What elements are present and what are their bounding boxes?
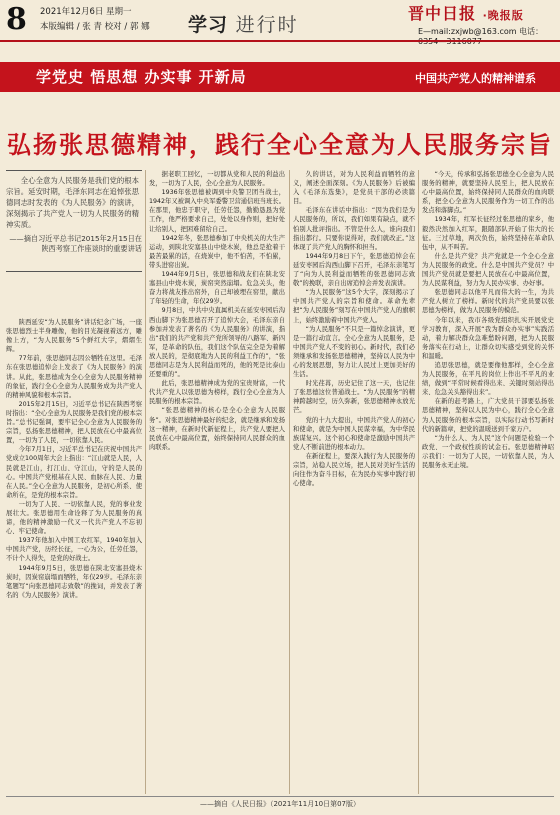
- banner-slogan: 学党史 悟思想 办实事 开新局: [36, 68, 247, 86]
- paragraph: 1944年9月8日下午，张思德追悼会在延安枣园后沟西山脚下召开，毛泽东亲笔写了“向为人民利益而牺牲的张思德同志致敬”的挽联，亲自出席追悼会并发表演讲。: [293, 252, 415, 288]
- paragraph: 1936年张思德被调到中央警卫团当战士，1942年又被调入中央军委警卫营通信班当班长。在那里，他忠于职守，任劳任怨，勤勤恳恳为党工作，他严格要求自己，处处以身作则，把好处让给别人，把困难留给自己。: [149, 189, 285, 233]
- page-footer: [0, 796, 560, 814]
- paragraph: “今天，传承和弘扬张思德全心全意为人民服务的精神，就要坚持人民至上，把人民放在心中最高位置，始终保持同人民群众的血肉联系，把全心全意为人民服务作为一切工作的出发点和落脚点。”: [422, 171, 554, 215]
- issue-date: 2021年12月6日 星期一: [40, 7, 132, 17]
- paragraph: 追思张思德，就是要像他那样，全心全意为人民服务，在平凡的岗位上作出不平凡的业绩，做到“平常时候看得出来、关键时刻站得出来、危急关头豁得出来”。: [422, 361, 554, 397]
- column-divider: [289, 170, 290, 794]
- article-column-4: [422, 170, 554, 794]
- article-column-2: [149, 170, 285, 794]
- column-divider: [145, 170, 146, 794]
- lead-quote: 全心全意为人民服务是我们党的根本宗旨。延安时期，毛泽东同志在追悼张思德同志时发表的《为人民服务》的演讲，深刻揭示了共产党人一切为人民服务的精神实质。: [6, 176, 140, 229]
- paragraph: 久的讲话，对为人民利益而牺牲的意义，阐述全面深刻。《为人民服务》后被编入《毛泽东选集》，是党员干部的必读篇目。: [293, 171, 415, 206]
- article-column-3: [293, 170, 415, 794]
- red-banner: [0, 62, 560, 92]
- column-divider: [418, 170, 419, 794]
- paragraph: 1944年9月5日，张思德和战友们在陕北安塞县山中烧木炭，炭窑突然崩塌。危急关头，他奋力将战友推出窑外，自己却被埋在窑里，献出了年轻的生命，年仅29岁。: [149, 271, 285, 306]
- column-title-sub: 进行时: [235, 14, 299, 36]
- page-header: [0, 0, 560, 44]
- paragraph: 时光荏苒，历史记住了这一天，也记住了张思德这位普通战士。“为人民服务”的精神跨越时空，历久弥新，张思德精神永放光芒。: [293, 380, 415, 415]
- paragraph: 党的十九大提出，中国共产党人的初心和使命，就是为中国人民谋幸福，为中华民族谋复兴。这个初心和使命是激励中国共产党人不断前进的根本动力。: [293, 416, 415, 451]
- paragraph: 1942年冬，张思德参加了中央机关的大生产运动，到陕北安塞县山中烧木炭，他总是抢着干最苦最累的活，在烧炭中，他不怕苦，不怕累，带头进窑出炭。: [149, 234, 285, 269]
- paragraph: 1937年他加入中国工农红军，1940年加入中国共产党，历经长征，一心为公，任劳任怨，不计个人得失，是党的好战士。: [6, 537, 142, 563]
- masthead-logo: [408, 1, 524, 24]
- paragraph: “张思德精神的核心是全心全意为人民服务”。对张思德精神最好的纪念，就是继承和发扬这一精神，在新时代新征程上，共产党人要把人民放在心中最高位置，始终保持同人民群众的血肉联系。: [149, 407, 285, 451]
- lead-quote-box: [6, 170, 142, 272]
- paragraph: 1944年9月5日，张思德在陕北安塞县烧木炭时，因炭窑崩塌而牺牲，年仅29岁。毛泽东亲笔题写“向张思德同志致敬”的挽词，并发表了著名的《为人民服务》演讲。: [6, 564, 142, 599]
- paragraph: 一切为了人民、一切依靠人民，党的事业发展壮大。张思德用生命诠释了为人民服务的真谛，他的精神激励一代又一代共产党人不忘初心、牢记使命。: [6, 500, 142, 536]
- column-title-main: 学习: [188, 14, 229, 36]
- paragraph: 陕西延安“为人民服务”讲话纪念广场，一座张思德烈士半身雕像，他的目光凝视着远方，雕像上方，“为人民服务”5个鲜红大字，熠熠生辉。: [6, 319, 142, 354]
- paragraph: 1934年，红军长征经过张思德的家乡，他毅然决然加入红军，跟随部队开始了伟大的长征。三过草地，两次负伤，始终坚持在革命队伍中，从不叫苦。: [422, 216, 554, 251]
- page-number: 8: [6, 2, 27, 37]
- paragraph: 今年7月1日，习近平总书记在庆祝中国共产党成立100周年大会上指出：“江山就是人民，人民就是江山，打江山、守江山，守的是人民的心。中国共产党根基在人民、血脉在人民、力量在人民。”全心全意为人民服务，是初心所系、使命所在，是党的根本宗旨。: [6, 446, 142, 499]
- paragraph: 据老职工回忆，一切都从党和人民的利益出发，一切为了人民，全心全意为人民服务。: [149, 171, 285, 188]
- footer-source: ——摘自《人民日报》（2021年11月10日第07版）: [199, 800, 361, 808]
- paragraph: 毛泽东在讲话中指出：“因为我们是为人民服务的，所以，我们如果有缺点，就不怕别人批评指出。不管是什么人，谁向我们指出都行。只要你说得对，我们就改正。”这体现了共产党人的胸怀和担当。: [293, 207, 415, 251]
- column-title: [188, 10, 299, 37]
- paragraph: 什么是共产党？共产党就是一个全心全意为人民服务的政党。什么是中国共产党员？中国共产党员就是要把人民放在心中最高位置，为人民谋利益，努力为人民办实事、办好事。: [422, 252, 554, 288]
- banner-series: 中国共产党人的精神谱系: [415, 72, 536, 85]
- lead-source: ——摘自习近平总书记2015年2月15日在陕西考察工作座谈时的重要讲话: [9, 234, 142, 253]
- edition-label: ·晚报版: [482, 9, 524, 22]
- paragraph: 张思德同志以他平凡而伟大的一生，为共产党人树立了榜样。新时代的共产党员要以张思德为榜样，做为人民服务的模范。: [422, 289, 554, 315]
- contact-info: E—mail:zxjwb@163.com 电话：: [418, 27, 544, 36]
- paragraph: 此后，张思德精神成为党的宝贵财富，一代代共产党人以张思德为榜样，践行全心全意为人民服务的根本宗旨。: [149, 380, 285, 406]
- footer-rule: [6, 796, 554, 797]
- masthead-name: 晋中日报: [408, 4, 477, 23]
- header-rule: [0, 40, 560, 42]
- editor-credits: 本版编辑 / 张 青 校对 / 郭 娜: [40, 22, 150, 32]
- paragraph: 9月8日，中共中央直属机关在延安枣园后沟西山脚下为张思德召开了追悼大会，毛泽东亲自参加并发表了著名的《为人民服务》的讲演，指出“我们的共产党和共产党所领导的八路军、新四军，是革命的队伍，我们这个队伍完全是为着解放人民的，是彻底地为人民的利益工作的”，“张思德同志是为人民利益而死的，他的死是比泰山还要重的”。: [149, 307, 285, 379]
- paragraph: “为人民服务”这5个大字，深刻揭示了中国共产党人的宗旨和使命。革命先辈把“为人民服务”刻写在中国共产党人的旗帜上，始终激励着中国共产党人。: [293, 289, 415, 324]
- paragraph: “为什么人、为人民”这个问题是检验一个政党、一个政权性质的试金石。张思德精神昭示我们：一切为了人民，一切依靠人民，为人民服务永无止境。: [422, 434, 554, 469]
- paragraph: 在新的赶考路上，广大党员干部要弘扬张思德精神，坚持以人民为中心，践行全心全意为人民服务的根本宗旨，以实际行动书写新时代的新篇章，把党的温暖送到千家万户。: [422, 398, 554, 433]
- paragraph: 2015年2月15日，习近平总书记在陕西考察时指出：“全心全意为人民服务是我们党的根本宗旨。”总书记强调，要牢记全心全意为人民服务的宗旨，弘扬张思德精神，把人民放在心中最高位置，一切为了人民，一切依靠人民。: [6, 400, 142, 445]
- article-column-1: [6, 318, 142, 794]
- paragraph: 在新征程上，要深入践行为人民服务的宗旨，站稳人民立场，把人民对美好生活的向往作为奋斗目标，在为民办实事中践行初心使命。: [293, 452, 415, 488]
- article-headline: 弘扬张思德精神，践行全心全意为人民服务宗旨: [7, 131, 553, 159]
- paragraph: 77年前，张思德同志因公牺牲在这里。毛泽东在张思德追悼会上发表了《为人民服务》的演讲。从此，张思德成为全心全意为人民服务精神的象征，践行全心全意为人民服务成为共产党人的精神风貌和根本宗旨。: [6, 355, 142, 399]
- paragraph: 今年以来，我市各级党组织扎实开展党史学习教育，深入开展“我为群众办实事”实践活动，着力解决群众急难愁盼问题，把为人民服务落实在行动上，让群众切实感受到党的关怀和温暖。: [422, 316, 554, 360]
- paragraph: “为人民服务”不只是一篇悼念演讲，更是一篇行动宣言。全心全意为人民服务，是中国共产党人不变的初心。新时代，我们必须继承和发扬张思德精神，坚持以人民为中心的发展思想，努力让人民过上更加美好的生活。: [293, 325, 415, 379]
